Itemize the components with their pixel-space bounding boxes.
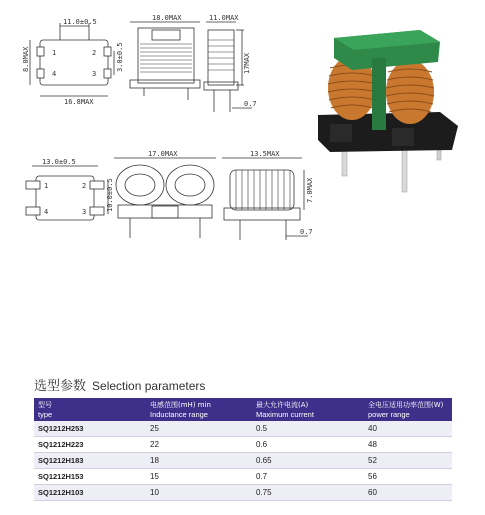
top-footprint-drawing	[30, 23, 114, 96]
bottom-pin-4: 4	[44, 208, 49, 216]
bottom-side-drawing	[222, 158, 308, 240]
top-pin-dim: 0.7	[244, 100, 257, 108]
cell-current: 0.6	[252, 437, 364, 453]
top-pin-2: 2	[92, 49, 97, 57]
top-footprint-height: 8.0MAX	[22, 46, 30, 72]
top-side-width: 11.0MAX	[209, 14, 239, 22]
bottom-footprint-pitch: 10.0±0.5	[106, 178, 114, 212]
selection-title	[34, 375, 205, 395]
top-front-width: 18.0MAX	[152, 14, 182, 22]
cell-power: 52	[364, 453, 452, 469]
header-type: 型号 type	[38, 401, 53, 419]
cell-current: 0.65	[252, 453, 364, 469]
cell-inductance: 18	[146, 453, 252, 469]
bottom-front-width: 17.0MAX	[148, 150, 178, 158]
bottom-side-height: 7.0MAX	[306, 177, 314, 203]
top-footprint-width: 11.0±0.5	[63, 18, 97, 26]
cell-power: 56	[364, 469, 452, 485]
cell-power: 48	[364, 437, 452, 453]
bottom-pin-dim: 0.7	[300, 228, 313, 236]
cell-type: SQ1212H153	[34, 469, 146, 485]
cell-current: 0.75	[252, 485, 364, 501]
bottom-pin-3: 3	[82, 208, 87, 216]
cell-type: SQ1212H183	[34, 453, 146, 469]
selection-title-cn: 选型参数	[34, 379, 87, 394]
cell-type: SQ1212H103	[34, 485, 146, 501]
cell-power: 60	[364, 485, 452, 501]
selection-title-en: Selection parameters	[92, 379, 206, 393]
cell-inductance: 15	[146, 469, 252, 485]
top-footprint-length: 16.8MAX	[64, 98, 94, 106]
bottom-footprint-width: 13.0±0.5	[42, 158, 76, 166]
cell-type: SQ1212H253	[34, 421, 146, 437]
table-row	[34, 437, 452, 453]
header-current: 最大允许电流(A) Maximum current	[256, 401, 314, 419]
cell-inductance: 10	[146, 485, 252, 501]
top-side-height: 17MAX	[243, 52, 251, 74]
cell-inductance: 22	[146, 437, 252, 453]
table-row	[34, 485, 452, 501]
cell-inductance: 25	[146, 421, 252, 437]
bottom-footprint-drawing	[26, 166, 108, 220]
product-photo	[318, 30, 458, 192]
cell-power: 40	[364, 421, 452, 437]
cell-current: 0.7	[252, 469, 364, 485]
table-header-row	[34, 398, 452, 421]
top-front-drawing	[130, 22, 200, 100]
cell-type: SQ1212H223	[34, 437, 146, 453]
bottom-pin-2: 2	[82, 182, 87, 190]
cell-current: 0.5	[252, 421, 364, 437]
top-footprint-pitch: 3.0±0.5	[116, 42, 124, 72]
bottom-front-drawing	[114, 158, 216, 238]
selection-table	[34, 398, 452, 501]
table-row	[34, 469, 452, 485]
header-power: 全电压适用功率范围(W) power range	[368, 401, 444, 419]
bottom-pin-1: 1	[44, 182, 49, 190]
top-pin-1: 1	[52, 49, 57, 57]
top-pin-3: 3	[92, 70, 97, 78]
header-inductance: 电感范围(mH) min Inductance range	[150, 401, 211, 419]
top-pin-4: 4	[52, 70, 57, 78]
table-row	[34, 421, 452, 437]
bottom-side-width: 13.5MAX	[250, 150, 280, 158]
table-row	[34, 453, 452, 469]
